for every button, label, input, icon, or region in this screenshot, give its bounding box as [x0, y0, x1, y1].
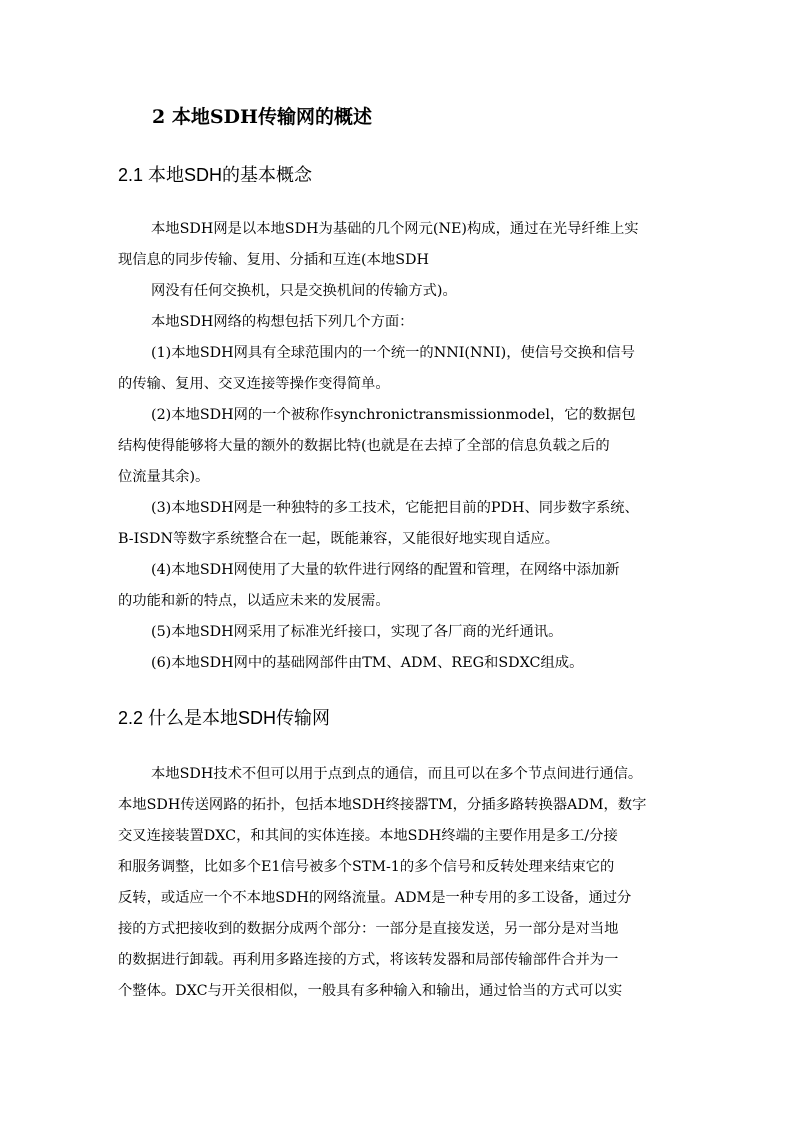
text-line: (3)本地SDH网是一种独特的多工技术，它能把目前的PDH、同步数字系统、 [151, 500, 639, 516]
text-line: (2)本地SDH网的一个被称作synchronictransmissionmodel，它的数据包 [151, 407, 636, 423]
text-line: 位流量其余)。 [118, 469, 210, 485]
text-line: 个整体。DXC与开关很相似，一般具有多种输入和输出，通过恰当的方式可以实 [118, 983, 623, 999]
text-line: (5)本地SDH网采用了标准光纤接口，实现了各厂商的光纤通讯。 [151, 624, 563, 640]
text-line: 的数据进行卸载。再利用多路连接的方式，将该转发器和局部传输部件合并为一 [118, 952, 619, 968]
text-line: 的功能和新的特点，以适应未来的发展需。 [118, 593, 390, 609]
text-line: 反转，或适应一个不本地SDH的网络流量。ADM是一种专用的多工设备，通过分 [118, 890, 632, 906]
text-line: (1)本地SDH网具有全球范围内的一个统一的NNI(NNI)，使信号交换和信号 [151, 345, 635, 361]
text-line: 和服务调整，比如多个E1信号被多个STM-1的多个信号和反转处理来结束它的 [118, 859, 615, 875]
text-line: 交叉连接装置DXC，和其间的实体连接。本地SDH终端的主要作用是多工/分接 [118, 828, 618, 844]
section-body-2-1 [118, 214, 678, 679]
section-body-2-2 [118, 759, 678, 1007]
text-line: 网没有任何交换机，只是交换机间的传输方式)。 [151, 283, 457, 299]
text-line: 结构使得能够将大量的额外的数据比特(也就是在去掉了全部的信息负载之后的 [118, 438, 610, 454]
text-line: 接的方式把接收到的数据分成两个部分：一部分是直接发送，另一部分是对当地 [118, 921, 619, 937]
text-line: (6)本地SDH网中的基础网部件由TM、ADM、REG和SDXC组成。 [151, 655, 584, 671]
text-line: 本地SDH网络的构想包括下列几个方面： [151, 314, 414, 330]
text-line: B-ISDN等数字系统整合在一起，既能兼容，又能很好地实现自适应。 [118, 531, 560, 547]
text-line: 的传输、复用、交叉连接等操作变得简单。 [118, 376, 390, 392]
section-heading-2-2: 2.2 什么是本地SDH传输网 [118, 708, 331, 728]
section-heading-2-1: 2.1 本地SDH的基本概念 [118, 165, 313, 185]
text-line: 本地SDH技术不但可以用于点到点的通信，而且可以在多个节点间进行通信。 [151, 766, 643, 782]
chapter-title: 2 本地SDH传输网的概述 [152, 106, 372, 128]
text-line: 现信息的同步传输、复用、分插和互连(本地SDH [118, 252, 429, 268]
text-line: 本地SDH网是以本地SDH为基础的几个网元(NE)构成，通过在光导纤维上实 [151, 221, 639, 237]
text-line: 本地SDH传送网路的拓扑，包括本地SDH终接器TM，分插多路转换器ADM，数字 [118, 797, 647, 813]
text-line: (4)本地SDH网使用了大量的软件进行网络的配置和管理，在网络中添加新 [151, 562, 620, 578]
